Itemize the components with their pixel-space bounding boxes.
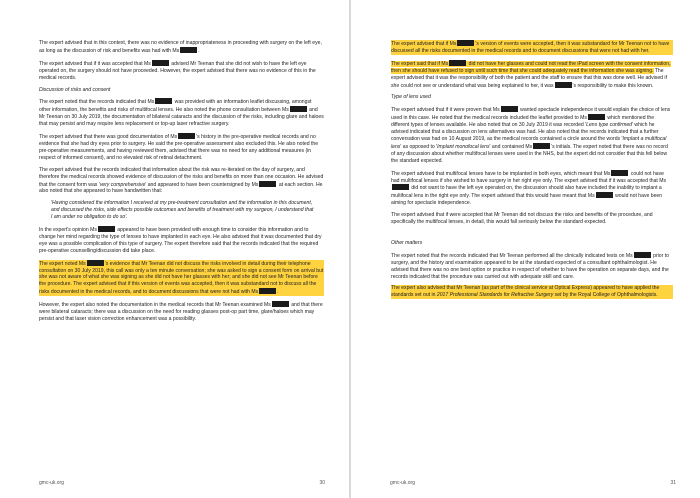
footer-site: gmc-uk.org (39, 480, 65, 486)
redaction-block (98, 226, 115, 232)
redaction-block (180, 47, 197, 53)
paragraph: The expert advised that if it were proven that Ms wanted spectacle independence it would explain the choice of lens used in this case. He noted that the medical records included the leaflet provided to Ms which mentioned the different types of lenses available. He also noted that on 30 July 2019 it was recorded 'Lens type confirmed' which he advised indicated that a discussion on lens alternatives was had. He also noted that the records indicated that a further conversation was had on 10 August 2019, as the medical records contained a circle around the words 'Implant a multifocal lens' as opposed to 'Implant monofocal lens' and contained Ms 's initials. The expert noted that there was no record of any discussion about whether multifocal lenses were used in the NHS, but the expert did not consider that this fell below the standard expected. (391, 107, 671, 164)
highlighted-paragraph: The expert also advised that Mr Teenan (as part of the clinical service at Optical Express) appeared to have applied the standards set out in 2017 Professional Standards for Refractive Surgery set by the Royal College of Ophthalmologists. (391, 285, 673, 299)
redaction-block (501, 106, 518, 112)
redaction-block (392, 184, 409, 190)
paragraph: The expert noted that the records indicated that Ms was provided with an information leaflet discussing, amongst other information, the benefits and risks of multifocal lenses. He also noted the phone consultation between Ms and Mr Teenan on 30 July 2019, the documentation of bilateral cataracts and the discussion of the risks, including glare and haloes that may persist and may require lens replacement or top-up laser refractive surgery. (39, 99, 324, 128)
redaction-block (588, 114, 605, 120)
paragraph: The expert advised that if it was accepted that Ms advised Mr Teenan that she did not wish to have the left eye operated on, the surgery should not have proceeded. However, the expert advised that there was no evidence of this in the medical records. (39, 60, 316, 81)
redaction-block (152, 60, 169, 66)
section-heading-lens-type: Type of lens used (391, 94, 431, 101)
redaction-block (290, 106, 307, 112)
highlighted-text: The expert said that if Ms did not have her glasses and could not read the iPad screen with the consent information, then she should have refused to sign until such time that she could adequately read the information she was signing. (391, 60, 671, 74)
page-30-body (39, 40, 324, 328)
redaction-block (259, 181, 276, 187)
redaction-block (596, 192, 613, 198)
redaction-block (449, 60, 466, 66)
page-number: 30 (319, 480, 325, 486)
paragraph: The expert advised that multifocal lenses have to be implanted in both eyes, which meant that Ms could not have had multifocal lenses if she wished to have surgery in her right eye only. The expert advised that if it was accepted that Ms did not want to have the left eye operated on, the discussion should also have included the inability to implant a multifocal lens in the right eye only. The expert advised that this would have meant that Ms would not have been aiming for spectacle independence. (391, 170, 667, 207)
highlighted-paragraph: The expert noted Ms 's evidence that Mr Teenan did not discuss the risks involved in detail during their telephone consultation on 30 July 2019, this call was only a ten minute conversation; she was asked to sign a consent form on arrival but she was not aware of what she was signing as she did not have her glasses with her; and she did not see Mr Teenan before the procedure. The expert advised that if this version of events was accepted, then it was substandard not to discuss all the risks documented in the medical records, and to document discussions that were not had with Ms . (39, 260, 324, 296)
redaction-block (611, 170, 628, 176)
paragraph: In the expert's opinion Ms appeared to have been provided with enough time to consider this information and to change her mind regarding the type of lenses to have implanted in each eye. He also advised that it was documented that dry eye was a possible complication of this type of surgery. The expert therefore said that the records indicated that the required pre-operative counselling/discussion did take place. (39, 227, 322, 254)
paragraph: The expert noted that the records indicated that Mr Teenan performed all the clinically indicated tests on Ms prior to surgery, and the history and examination appeared to be at the standard expected of a consultant ophthalmologist. He advised that there was no one best option or practice in respect of whether to have the operation on separate days, and the records indicated that the procedure was carried out with adequate skill and care. (391, 252, 669, 280)
paragraph: The expert advised that there was good documentation of Ms 's history in the pre-operative medical records and no evidence that she had dry eyes prior to surgery. He said the pre-operative assessment also excluded this. He also noted the pre-operative measurements, and having reviewed them, advised that there was no need for any additional measures (in respect of informed consent), and no elevated risk of retinal detachment. (39, 134, 319, 161)
quoted-statement: 'Having considered the information I received at my pre-treatment consultation and the information in this document, and discussed the risks, side effects possible outcomes and benefits of treatment with my surgeon, I understand that I am under no obligation to do so'. (51, 200, 314, 221)
redaction-block (457, 40, 474, 46)
paragraph: The expert said that if Ms did not have her glasses and could not read the iPad screen with the consent information, then she should have refused to sign until such time that she could adequately read the information she was signing. The expert advised that it was the responsibility of both the patient and the staff to ensure that this was done well. He advised if she could not see or understand what was being explained to her, it was 's responsibility to make this known. (391, 60, 671, 89)
page-31-body (391, 40, 673, 304)
paragraph: However, the expert also noted the documentation in the medical records that Mr Teenan examined Ms and that there were bilateral cataracts; there was a discussion on the need for reading glasses post-op part time, glare/haloes which may persist and that laser vision correction enhancement was a possibility. (39, 302, 323, 322)
section-heading-risks-consent: Discussion of risks and consent (39, 86, 111, 93)
redaction-block (272, 301, 289, 307)
highlighted-paragraph: The expert advised that if Ms 's version of events were accepted, then it was substandard for Mr Teenan not to have discussed all the risks documented in the medical records and to document discussions that were not had with her. (391, 40, 673, 55)
redaction-block (555, 82, 572, 88)
redaction-block (178, 133, 195, 139)
redaction-block (87, 260, 104, 266)
redaction-block (634, 252, 651, 258)
redaction-block (533, 143, 550, 149)
page-30 (0, 0, 349, 498)
paragraph: The expert advised that if were accepted that Mr Teenan did not discuss the risks and benefits of the procedure, and specifically the multifocal lenses, in detail, this would fall seriously below the standard expected. (391, 212, 653, 226)
redaction-block (155, 98, 172, 104)
paragraph: The expert advised that the records indicated that information about the risk was re-iterated on the day of surgery, and therefore the medical records showed evidence of discussion of the risks and benefits on more than one occasion. He advised that the consent form was 'very comprehensive' and appeared to have been countersigned by Ms at each section. He also noted that she appeared to have handwritten that: (39, 166, 324, 195)
footer-site: gmc-uk.org (390, 480, 416, 486)
page-number: 31 (670, 480, 676, 486)
redaction-block (259, 288, 276, 294)
paragraph: The expert advised that in this context, there was no evidence of inappropriateness in proceeding with surgery on the left eye, as long as the discussion of risk and benefits was had with Ms . (39, 40, 322, 54)
section-heading-other-matters: Other matters (391, 239, 423, 246)
page-31 (351, 0, 700, 498)
